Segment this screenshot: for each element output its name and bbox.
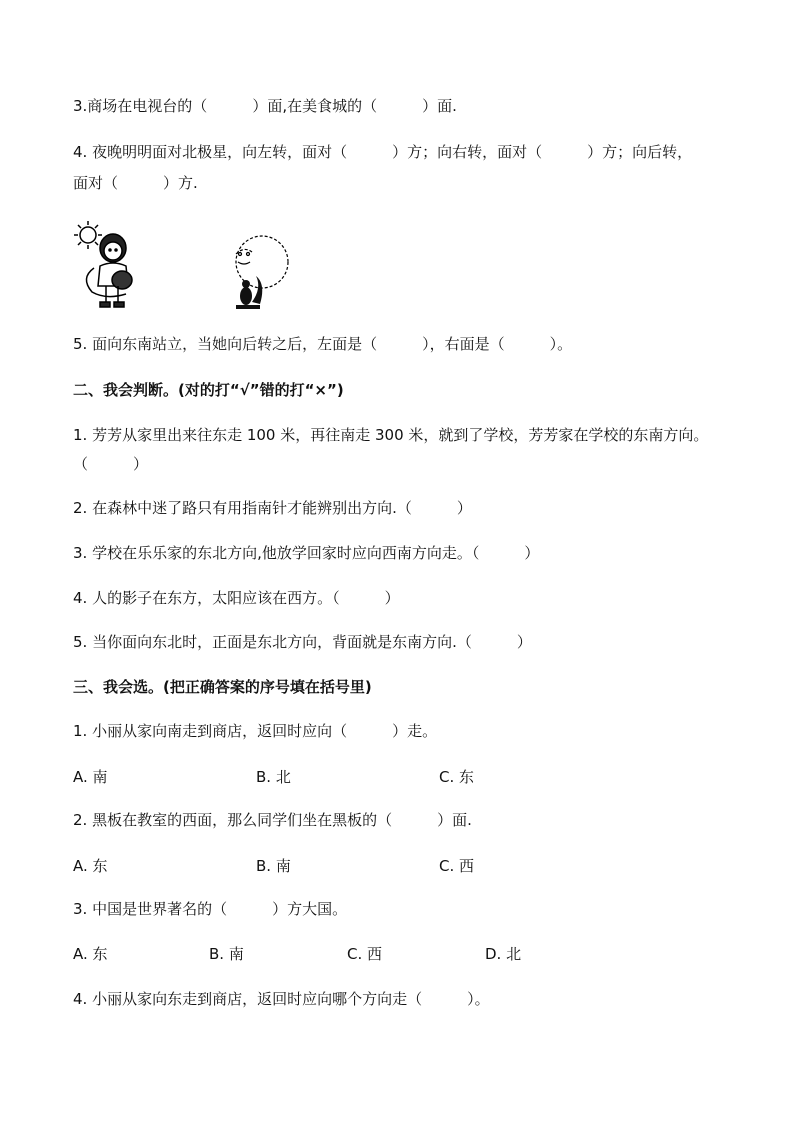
sun-icon [74, 221, 102, 249]
choice-3-option-a: A. 东 [73, 945, 108, 963]
moon-icon [236, 236, 288, 288]
question-4-line-1: 4. 夜晚明明面对北极星，向左转，面对（ ）方；向右转，面对（ ）方；向后转， [73, 143, 693, 161]
choice-question-4: 4. 小丽从家向东走到商店，返回时应向哪个方向走（ ）。 [73, 990, 490, 1008]
choice-1-option-c: C. 东 [439, 768, 475, 786]
section-3-heading: 三、我会选。(把正确答案的序号填在括号里) [73, 678, 372, 696]
girl-icon [86, 234, 132, 307]
choice-1-option-a: A. 南 [73, 768, 108, 786]
choice-question-2: 2. 黑板在教室的西面，那么同学们坐在黑板的（ ）面. [73, 811, 472, 829]
question-4-line-2: 面对（ ）方. [73, 174, 198, 192]
choice-2-option-b: B. 南 [256, 857, 291, 875]
section-2-heading: 二、我会判断。(对的打“√”错的打“×”) [73, 381, 344, 399]
choice-3-option-b: B. 南 [209, 945, 244, 963]
judge-question-1-answer: （ ） [73, 455, 149, 473]
judge-question-2: 2. 在森林中迷了路只有用指南针才能辨别出方向.（ ） [73, 499, 472, 517]
choice-2-option-a: A. 东 [73, 857, 108, 875]
question-5: 5. 面向东南站立，当她向后转之后，左面是（ ），右面是（ ）。 [73, 335, 573, 353]
choice-question-3: 3. 中国是世界著名的（ ）方大国。 [73, 900, 348, 918]
judge-question-3: 3. 学校在乐乐家的东北方向,他放学回家时应向西南方向走。（ ） [73, 544, 540, 562]
question-3: 3.商场在电视台的（ ）面,在美食城的（ ）面. [73, 97, 457, 115]
squirrel-icon [236, 276, 262, 309]
choice-3-option-d: D. 北 [485, 945, 522, 963]
judge-question-1-line-1: 1. 芳芳从家里出来往东走 100 米，再往南走 300 米，就到了学校，芳芳家在学校的东南方向。 [73, 426, 709, 444]
choice-1-option-b: B. 北 [256, 768, 291, 786]
moon-and-squirrel-illustration [226, 232, 298, 312]
choice-question-1: 1. 小丽从家向南走到商店，返回时应向（ ）走。 [73, 722, 438, 740]
choice-3-option-c: C. 西 [347, 945, 383, 963]
girl-with-sun-illustration [70, 218, 150, 312]
choice-2-option-c: C. 西 [439, 857, 475, 875]
judge-question-4: 4. 人的影子在东方，太阳应该在西方。（ ） [73, 589, 400, 607]
judge-question-5: 5. 当你面向东北时，正面是东北方向，背面就是东南方向.（ ） [73, 633, 532, 651]
